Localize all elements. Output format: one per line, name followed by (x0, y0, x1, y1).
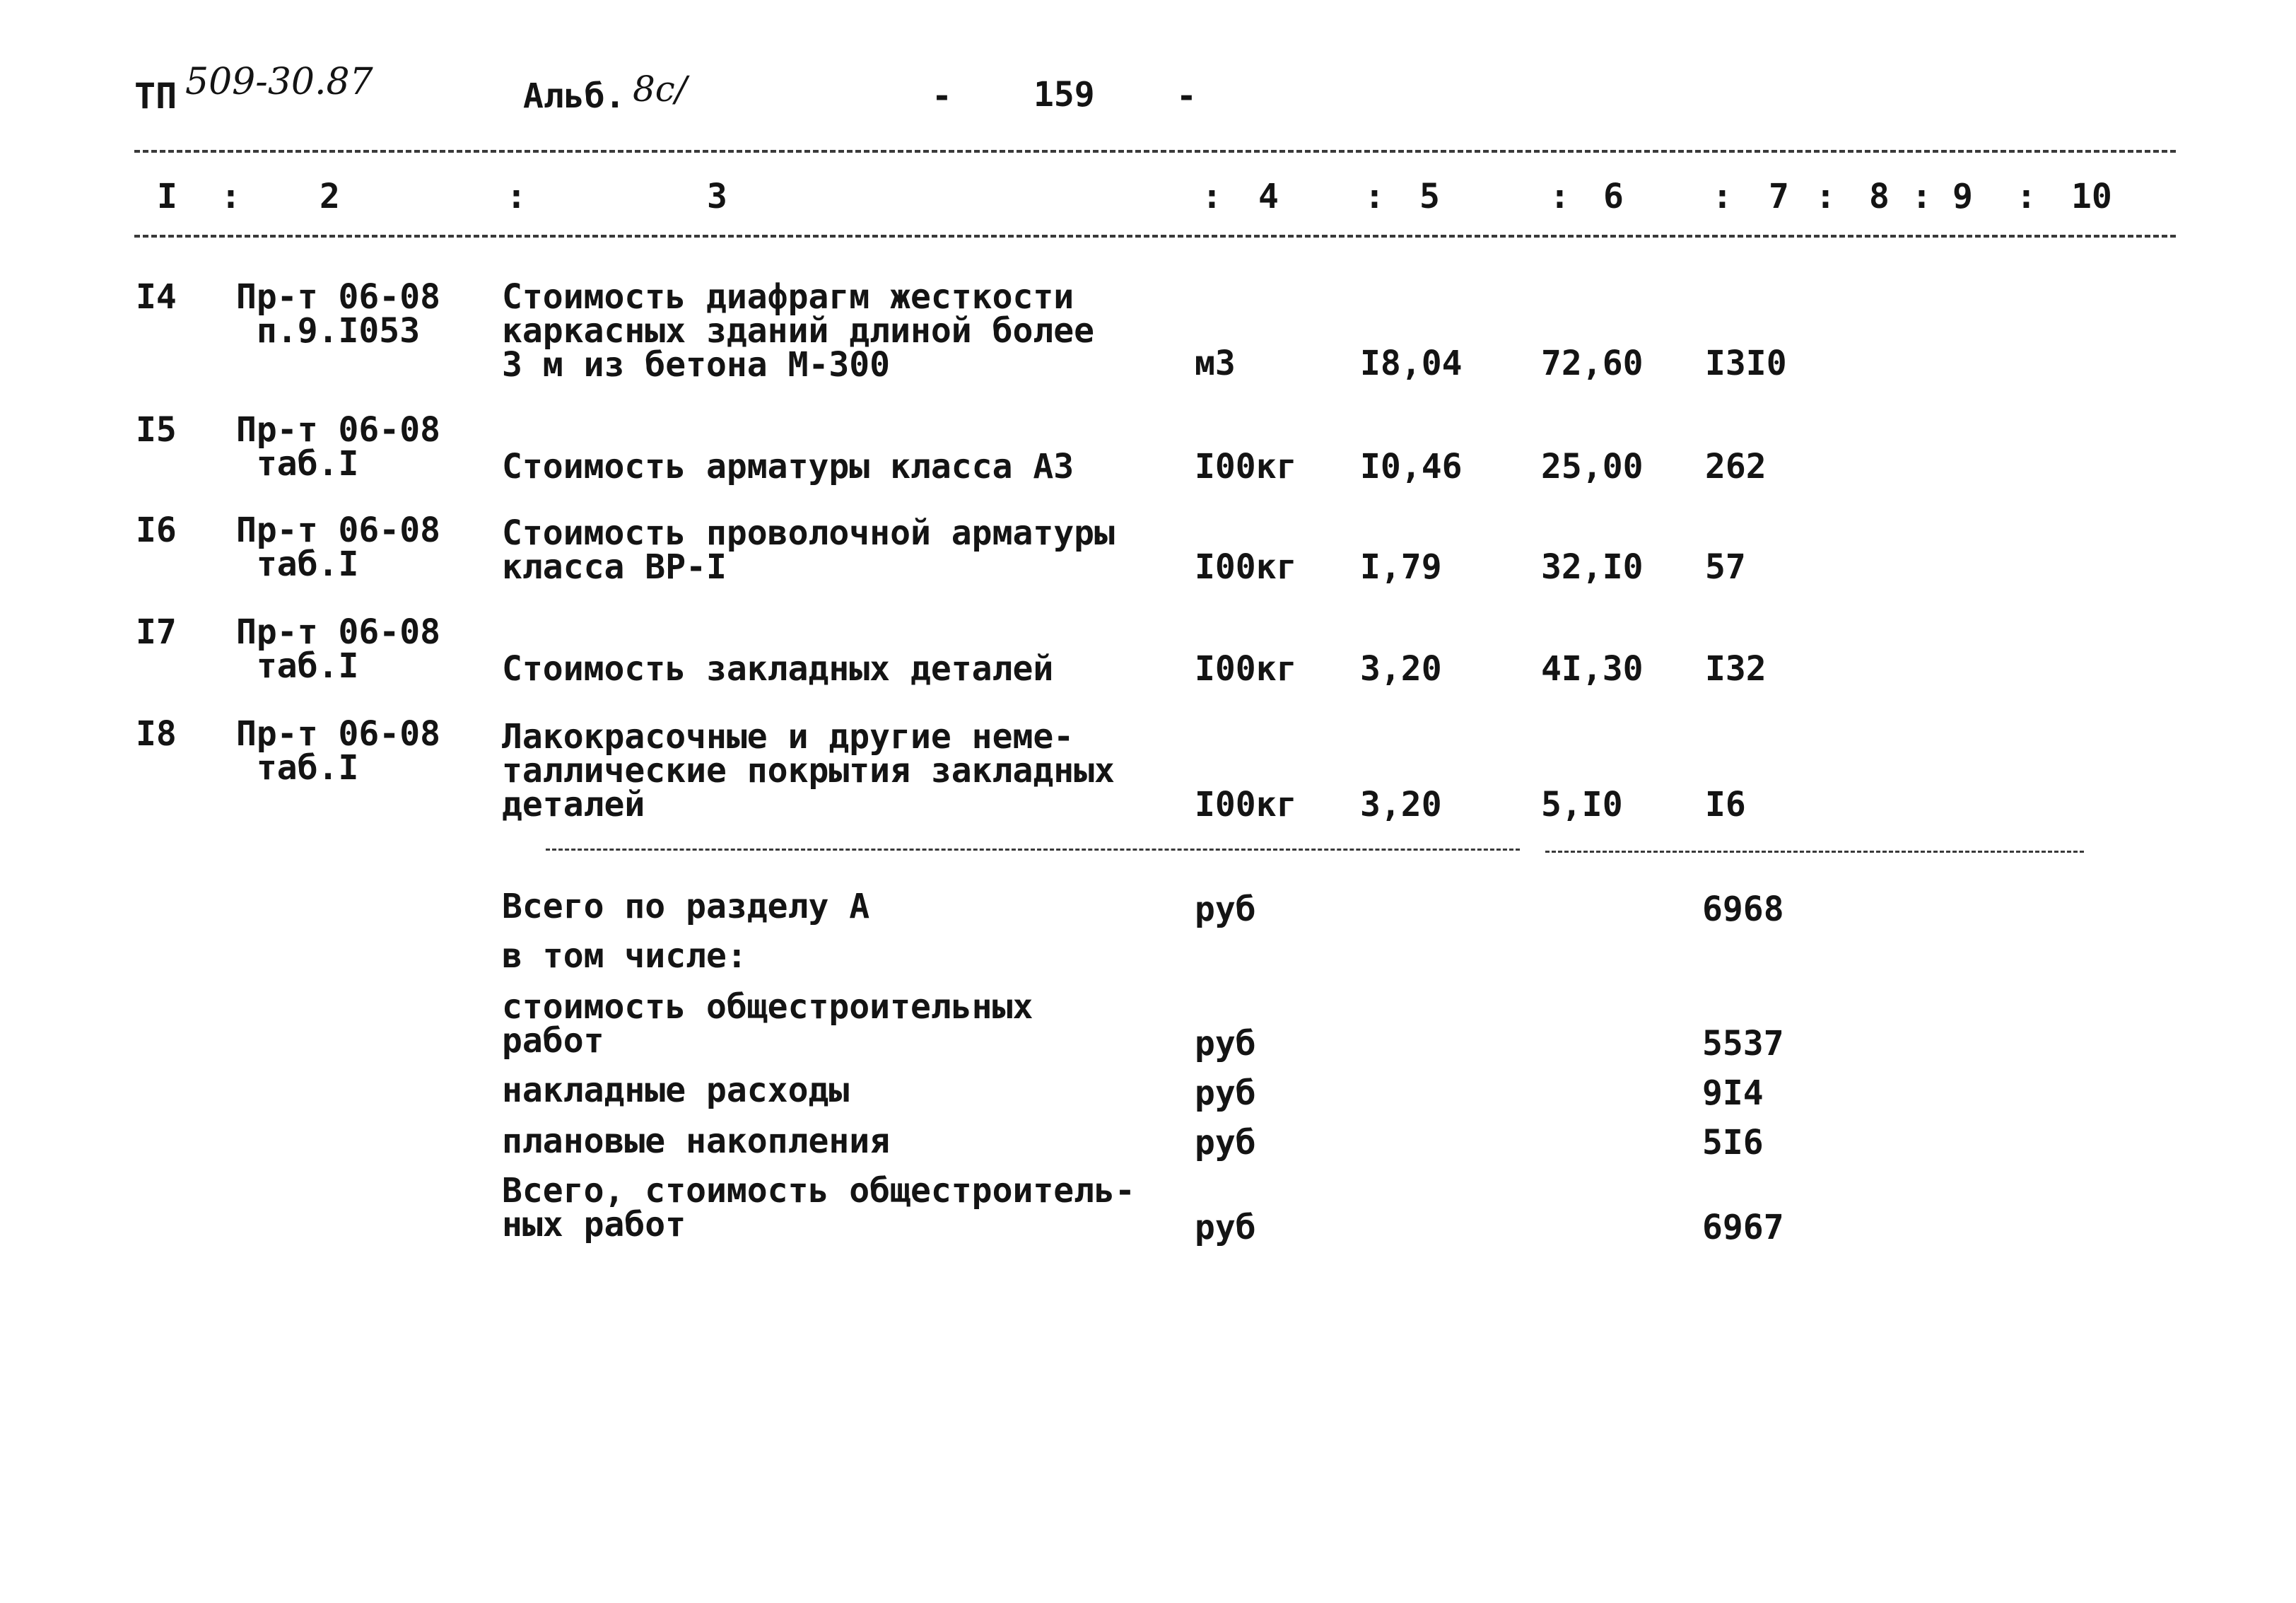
page-number: 159 (1033, 75, 1095, 115)
row-quantity: I8,04 (1360, 344, 1463, 383)
col-sep-3: : (1202, 177, 1222, 216)
summary-unit: руб (1195, 890, 1256, 929)
row-unit: м3 (1195, 344, 1236, 383)
row-reference: Пр-т 06-08 п.9.I053 (236, 277, 440, 351)
row-unit: I00кг (1195, 785, 1297, 824)
col-sep-8: : (1911, 177, 1932, 216)
col-sep-7: : (1815, 177, 1836, 216)
summary-label: в том числе: (502, 936, 747, 976)
header-top-rule (134, 150, 2176, 153)
col-sep-9: : (2016, 177, 2037, 216)
row-number: I7 (136, 612, 177, 652)
row-quantity: I,79 (1360, 547, 1442, 587)
row-quantity: 3,20 (1360, 785, 1442, 824)
row-unit: I00кг (1195, 447, 1297, 486)
summary-unit: руб (1195, 1208, 1256, 1247)
summary-label: Всего, стоимость общестроитель- ных работ (502, 1171, 1135, 1244)
summary-total: 9I4 (1702, 1073, 1764, 1113)
row-total: I3I0 (1705, 344, 1787, 383)
summary-unit: руб (1195, 1024, 1256, 1063)
summary-total: 5537 (1702, 1024, 1784, 1063)
row-total: 57 (1705, 547, 1746, 587)
summary-total: 6968 (1702, 890, 1784, 929)
summary-unit: руб (1195, 1123, 1256, 1162)
col-9-number: 9 (1952, 177, 1973, 216)
col-1-number: I (157, 177, 177, 216)
doc-code-handwritten: 509-30.87 (185, 61, 373, 103)
col-sep-6: : (1712, 177, 1733, 216)
row-unit-price: 4I,30 (1541, 649, 1644, 689)
row-number: I4 (136, 277, 177, 317)
col-sep-1: : (221, 177, 241, 216)
row-description: Стоимость диафрагм жесткости каркасных зданий длиной более 3 м из бетона М-300 (502, 277, 1095, 385)
subtotal-rule-right (1545, 851, 2084, 853)
summary-label: стоимость общестроительных работ (502, 987, 1033, 1061)
row-unit: I00кг (1195, 649, 1297, 689)
col-5-number: 5 (1419, 177, 1440, 216)
row-description: Стоимость арматуры класса А3 (502, 447, 1074, 486)
row-unit-price: 5,I0 (1541, 785, 1623, 824)
row-description: Стоимость закладных деталей (502, 649, 1054, 689)
doc-code-printed: ТП (134, 76, 177, 117)
row-unit-price: 25,00 (1541, 447, 1644, 486)
row-reference: Пр-т 06-08 таб.I (236, 612, 440, 686)
summary-label: плановые накопления (502, 1121, 891, 1161)
col-sep-5: : (1550, 177, 1570, 216)
page-dash-right: - (1176, 76, 1197, 116)
col-8-number: 8 (1869, 177, 1890, 216)
row-number: I5 (136, 410, 177, 450)
col-4-number: 4 (1258, 177, 1279, 216)
page-dash-left: - (932, 76, 952, 116)
row-reference: Пр-т 06-08 таб.I (236, 714, 440, 788)
row-number: I6 (136, 511, 177, 550)
row-unit-price: 72,60 (1541, 344, 1644, 383)
row-number: I8 (136, 714, 177, 754)
row-unit-price: 32,I0 (1541, 547, 1644, 587)
album-number-handwritten: 8с/ (633, 69, 687, 110)
summary-label: Всего по разделу А (502, 887, 870, 926)
col-sep-2: : (506, 177, 527, 216)
row-quantity: I0,46 (1360, 447, 1463, 486)
col-3-number: 3 (707, 177, 727, 216)
col-2-number: 2 (320, 177, 340, 216)
row-total: 262 (1705, 447, 1767, 486)
row-unit: I00кг (1195, 547, 1297, 587)
row-total: I6 (1705, 785, 1746, 824)
row-quantity: 3,20 (1360, 649, 1442, 689)
row-total: I32 (1705, 649, 1767, 689)
summary-total: 6967 (1702, 1208, 1784, 1247)
summary-total: 5I6 (1702, 1123, 1764, 1162)
summary-label: накладные расходы (502, 1071, 850, 1110)
row-description: Лакокрасочные и другие неме- таллические покрытия закладных деталей (502, 717, 1115, 824)
col-7-number: 7 (1769, 177, 1789, 216)
col-sep-4: : (1364, 177, 1385, 216)
row-reference: Пр-т 06-08 таб.I (236, 410, 440, 484)
row-description: Стоимость проволочной арматуры класса ВР-I (502, 513, 1115, 587)
col-10-number: 10 (2071, 177, 2112, 216)
header-bottom-rule (134, 235, 2176, 238)
col-6-number: 6 (1603, 177, 1624, 216)
subtotal-rule-left (546, 849, 1520, 851)
row-reference: Пр-т 06-08 таб.I (236, 511, 440, 584)
summary-unit: руб (1195, 1073, 1256, 1113)
album-label: Альб. (523, 76, 626, 116)
